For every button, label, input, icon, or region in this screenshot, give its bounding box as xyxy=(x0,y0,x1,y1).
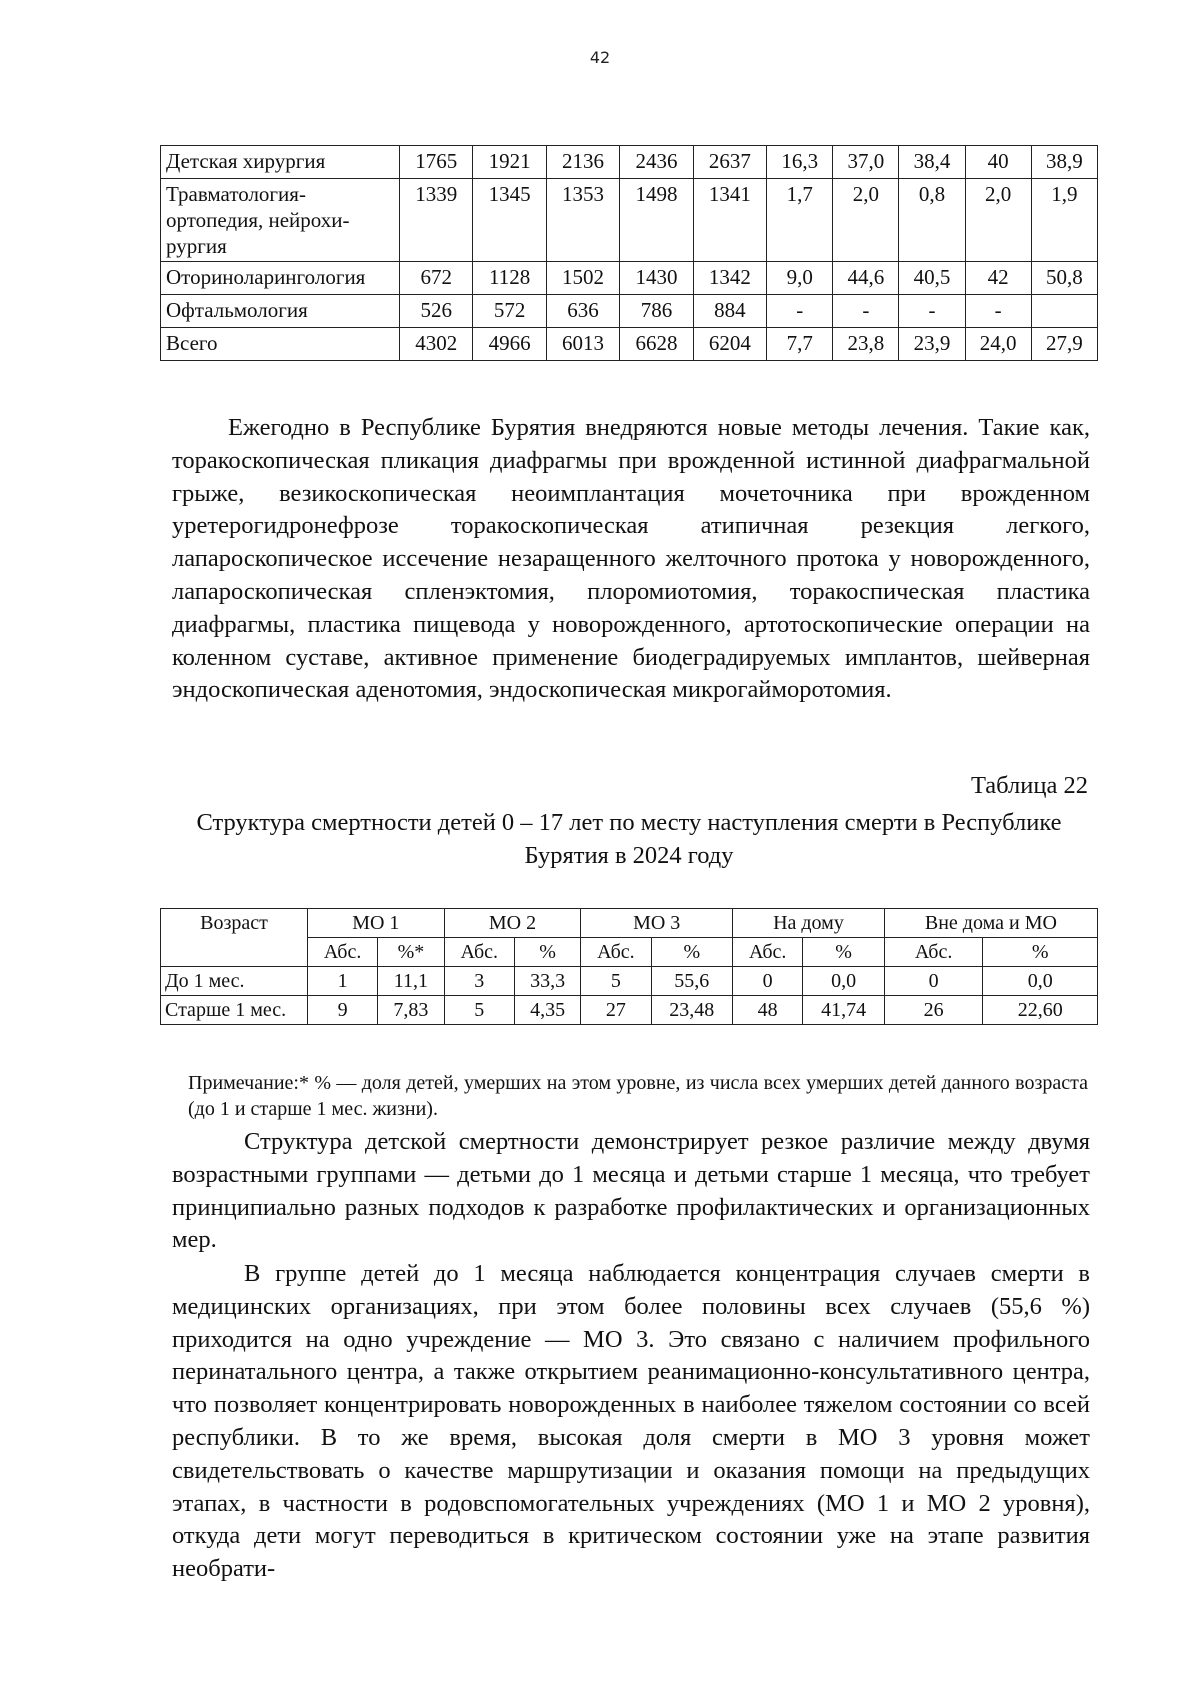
cell: 27,9 xyxy=(1031,328,1097,361)
table-row xyxy=(161,328,1098,361)
cell: 7,7 xyxy=(767,328,833,361)
cell: 884 xyxy=(693,295,766,328)
cell: 27 xyxy=(581,996,651,1025)
age-header: Возраст xyxy=(161,909,308,967)
cell: 1342 xyxy=(693,262,766,295)
cell: 572 xyxy=(473,295,546,328)
group-header: МО 1 xyxy=(308,909,445,938)
cell: 2,0 xyxy=(965,179,1031,262)
surgery-table-body xyxy=(161,146,1098,361)
row-name: Детская хирургия xyxy=(161,146,400,179)
cell: 3 xyxy=(444,967,514,996)
cell: 1339 xyxy=(400,179,473,262)
cell: 42 xyxy=(965,262,1031,295)
cell: 5 xyxy=(444,996,514,1025)
cell: 1921 xyxy=(473,146,546,179)
cell: 1,7 xyxy=(767,179,833,262)
cell: 37,0 xyxy=(833,146,899,179)
cell: - xyxy=(833,295,899,328)
row-name: Оториноларингология xyxy=(161,262,400,295)
subheader: Абс. xyxy=(884,938,983,967)
cell: 0,8 xyxy=(899,179,965,262)
cell: 26 xyxy=(884,996,983,1025)
cell: 55,6 xyxy=(651,967,733,996)
subheader: Абс. xyxy=(444,938,514,967)
paragraph-under-1-month: В группе детей до 1 месяца наблюдается концентрация случаев смерти в медицинских организациях, при этом более половины всех случаев (55,6 %) приходится на одно учреждение — МО 3. Это связано с наличием профильного перинатального центра, а также открытием реанимационно-консультативного центра, что позволяет концентрировать новорожденных в наиболее тяжелом состоянии со всей республики. В то же время, высокая доля смерти в МО 3 уровня может свидетельствовать о качестве маршрутизации и оказания помощи на предыдущих этапах, в частности в родовспомогательных учреждениях (МО 1 и МО 2 уровня), откуда дети могут переводиться в критическом состоянии уже на этапе развития необрати- xyxy=(172,1260,1090,1583)
cell: 0 xyxy=(733,967,803,996)
row-name: Всего xyxy=(161,328,400,361)
paragraph-structure: Структура детской смертности демонстрирует резкое различие между двумя возрастными группами — детьми до 1 месяца и детьми старше 1 месяца, что требует принципиально разных подходов к разработке профилактических и организационных мер. xyxy=(172,1128,1090,1254)
surgery-table xyxy=(160,145,1098,361)
mortality-table-body xyxy=(161,909,1098,1025)
subheader: %* xyxy=(378,938,444,967)
cell: 23,48 xyxy=(651,996,733,1025)
group-header: МО 3 xyxy=(581,909,733,938)
cell: 50,8 xyxy=(1031,262,1097,295)
page-number: 42 xyxy=(589,48,611,67)
cell: 24,0 xyxy=(965,328,1031,361)
cell: 16,3 xyxy=(767,146,833,179)
cell: 1430 xyxy=(620,262,693,295)
group-header: На дому xyxy=(733,909,885,938)
group-header: Вне дома и МО xyxy=(884,909,1097,938)
cell: 7,83 xyxy=(378,996,444,1025)
cell: 4966 xyxy=(473,328,546,361)
cell: - xyxy=(965,295,1031,328)
cell: 1353 xyxy=(546,179,619,262)
cell: 40 xyxy=(965,146,1031,179)
cell: 2,0 xyxy=(833,179,899,262)
age-cell: До 1 мес. xyxy=(161,967,308,996)
table-label: Таблица 22 xyxy=(970,772,1088,799)
cell: 9,0 xyxy=(767,262,833,295)
table-row xyxy=(161,967,1098,996)
cell: 4,35 xyxy=(514,996,580,1025)
table-row xyxy=(161,179,1098,262)
cell: 44,6 xyxy=(833,262,899,295)
cell: 1,9 xyxy=(1031,179,1097,262)
table-row xyxy=(161,996,1098,1025)
cell: 2436 xyxy=(620,146,693,179)
cell: 48 xyxy=(733,996,803,1025)
cell: 1498 xyxy=(620,179,693,262)
cell: 0,0 xyxy=(803,967,885,996)
cell: 526 xyxy=(400,295,473,328)
table-row xyxy=(161,262,1098,295)
subheader: % xyxy=(651,938,733,967)
mortality-table xyxy=(160,908,1098,1025)
table-note: Примечание:* % — доля детей, умерших на этом уровне, из числа всех умерших детей данного возраста (до 1 и старше 1 мес. жизни). xyxy=(188,1072,1088,1120)
cell: 11,1 xyxy=(378,967,444,996)
row-name: Травматология-ортопедия, нейрохи-рургия xyxy=(161,179,400,262)
cell: 5 xyxy=(581,967,651,996)
cell: 6204 xyxy=(693,328,766,361)
age-cell: Старше 1 мес. xyxy=(161,996,308,1025)
subheader: % xyxy=(514,938,580,967)
row-name: Офтальмология xyxy=(161,295,400,328)
cell: 23,8 xyxy=(833,328,899,361)
cell: 1 xyxy=(308,967,378,996)
cell: 1502 xyxy=(546,262,619,295)
subheader: Абс. xyxy=(733,938,803,967)
cell: 786 xyxy=(620,295,693,328)
cell xyxy=(1031,295,1097,328)
subheader: % xyxy=(983,938,1098,967)
table-row xyxy=(161,146,1098,179)
paragraph-new-methods: Ежегодно в Республике Бурятия внедряются новые методы лечения. Такие как, торакоскопическая пликация диафрагмы при врожденной истинной диафрагмальной грыже, везикоскопическая неоимплантация мочеточника при врожденном уретерогидронефрозе торакоскопическая атипичная резекция легкого, лапароскопическое иссечение незаращенного желточного протока у новорожденного, лапароскопическая спленэктомия, плоромиотомия, торакоспическая пластика диафрагмы, пластика пищевода у новорожденного, артотоскопические операции на коленном суставе, активное применение биодеградируемых имплантов, шейверная эндоскопическая аденотомия, эндоскопическая микрогайморотомия. xyxy=(172,414,1090,704)
cell: 4302 xyxy=(400,328,473,361)
cell: 6628 xyxy=(620,328,693,361)
cell: 0,0 xyxy=(983,967,1098,996)
subheader: Абс. xyxy=(308,938,378,967)
cell: 672 xyxy=(400,262,473,295)
subheader: Абс. xyxy=(581,938,651,967)
table-row xyxy=(161,295,1098,328)
cell: 0 xyxy=(884,967,983,996)
cell: 38,9 xyxy=(1031,146,1097,179)
cell: 2136 xyxy=(546,146,619,179)
cell: 2637 xyxy=(693,146,766,179)
cell: 33,3 xyxy=(514,967,580,996)
cell: 40,5 xyxy=(899,262,965,295)
cell: 1345 xyxy=(473,179,546,262)
subheader: % xyxy=(803,938,885,967)
cell: 23,9 xyxy=(899,328,965,361)
cell: - xyxy=(899,295,965,328)
cell: 6013 xyxy=(546,328,619,361)
cell: 41,74 xyxy=(803,996,885,1025)
cell: 1765 xyxy=(400,146,473,179)
table-header-row xyxy=(161,909,1098,938)
table-title: Структура смертности детей 0 – 17 лет по месту наступления смерти в Республике Бурятия в 2024 году xyxy=(196,809,1062,869)
cell: 22,60 xyxy=(983,996,1098,1025)
cell: 38,4 xyxy=(899,146,965,179)
cell: 636 xyxy=(546,295,619,328)
cell: - xyxy=(767,295,833,328)
cell: 9 xyxy=(308,996,378,1025)
cell: 1128 xyxy=(473,262,546,295)
group-header: МО 2 xyxy=(444,909,581,938)
cell: 1341 xyxy=(693,179,766,262)
